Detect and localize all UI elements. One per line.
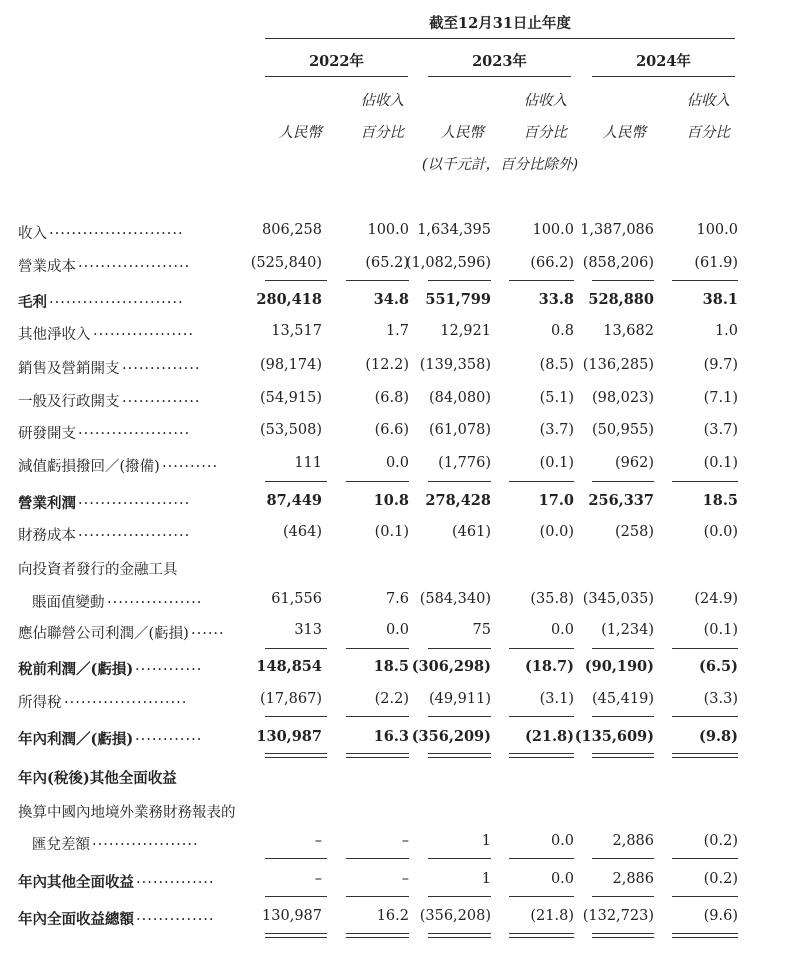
leader-dots: .................... [78,255,191,271]
table-row [0,869,798,893]
subtotal-rule [509,648,574,649]
table-cell: 61,556 [271,591,322,607]
table-cell: 10.8 [373,492,409,509]
row-label: 財務成本 [18,528,76,544]
period-header: 截至12月31日止年度 [429,15,571,32]
table-cell: (61.9) [694,255,738,271]
table-cell: 38.1 [702,291,738,308]
table-cell: (61,078) [428,422,491,438]
table-cell: (139,358) [419,357,491,373]
table-cell: 148,854 [256,658,322,675]
subtotal-rule [428,716,491,717]
subtotal-rule [346,858,409,859]
year-rule-2024 [592,76,735,77]
subtotal-rule [672,481,738,482]
table-cell: 313 [294,622,322,638]
row-label: 匯兌差額 [32,837,90,853]
leader-dots: ................... [92,833,199,849]
subtotal-rule [428,858,491,859]
unit-note: (以千元計，百分比除外) [421,157,579,173]
table-cell: (0.0) [539,524,574,540]
table-row [0,253,798,277]
subtotal-rule [672,937,738,938]
table-cell: 278,428 [425,492,491,509]
table-cell: (35.8) [530,591,574,607]
leader-dots: ............ [135,728,203,744]
table-cell: (50,955) [591,422,654,438]
leader-dots: ...... [191,622,225,638]
subtotal-rule [346,716,409,717]
table-cell: 16.2 [376,908,409,924]
subtotal-rule [265,753,327,754]
table-row [0,321,798,345]
pct-bottom-2022: 百分比 [360,125,404,141]
pct-bottom-2024: 百分比 [686,125,730,141]
table-cell: 17.0 [538,492,574,509]
table-cell: (21.8) [530,908,574,924]
row-label: 銷售及營銷開支 [18,361,120,377]
table-cell: (258) [615,524,654,540]
pct-top-2024: 佔收入 [686,93,730,109]
table-cell: 7.6 [385,591,409,607]
subtotal-rule [428,481,491,482]
table-cell: (1,082,596) [405,255,491,271]
table-cell: 130,987 [262,908,322,924]
subtotal-rule [428,757,491,758]
table-cell: (3.3) [703,691,738,707]
table-cell: (9.7) [703,357,738,373]
row-label: 應佔聯營公司利潤／(虧損) [18,626,189,642]
row-label: 收入 [18,226,47,242]
table-cell: 1.7 [385,323,409,339]
row-label: 研發開支 [18,426,76,442]
subtotal-rule [265,648,327,649]
subtotal-rule [346,896,409,897]
table-cell: 87,449 [266,492,322,509]
table-cell: 0.8 [550,323,574,339]
leader-dots: .................... [78,422,191,438]
table-cell: (0.2) [703,871,738,887]
subtotal-rule [428,280,491,281]
subtotal-rule [592,481,654,482]
pct-top-2023: 佔收入 [523,93,567,109]
table-cell: (858,206) [582,255,654,271]
table-cell: (3.7) [703,422,738,438]
year-2023: 2023年 [472,53,527,70]
table-cell: (2.2) [374,691,409,707]
table-cell: (12.2) [365,357,409,373]
table-cell: (356,209) [411,728,491,745]
table-cell: (9.8) [699,728,738,745]
row-label: 一般及行政開支 [18,394,120,410]
row-label: 年內利潤／(虧損) [18,731,134,748]
table-cell: (136,285) [582,357,654,373]
leader-dots: .............. [136,908,215,924]
subtotal-rule [265,481,327,482]
subtotal-rule [428,753,491,754]
table-row [0,289,798,313]
subtotal-rule [509,933,574,934]
table-cell: 111 [294,455,322,471]
table-cell: 34.8 [373,291,409,308]
row-label: 賬面值變動 [32,595,105,611]
subtotal-rule [592,858,654,859]
table-cell: (6.6) [374,422,409,438]
subtotal-rule [509,757,574,758]
table-cell: 13,517 [271,323,322,339]
table-cell: 2,886 [612,833,654,849]
table-cell: 1 [481,833,491,849]
subtotal-rule [672,933,738,934]
table-cell: (98,023) [591,390,654,406]
subtotal-rule [509,280,574,281]
table-cell: (0.2) [703,833,738,849]
table-cell: 0.0 [550,871,574,887]
table-cell: (0.1) [374,524,409,540]
leader-dots: .............. [122,390,201,406]
subtotal-rule [672,716,738,717]
table-row [0,726,798,750]
table-cell: 16.3 [373,728,409,745]
subtotal-rule [592,280,654,281]
subtotal-rule [509,896,574,897]
table-cell: 2,886 [612,871,654,887]
table-cell: 528,880 [588,291,654,308]
table-cell: (7.1) [703,390,738,406]
table-row [0,522,798,546]
subtotal-rule [672,858,738,859]
table-row [0,355,798,379]
table-cell: 100.0 [532,222,574,238]
leader-dots: ........................ [49,291,184,307]
year-2022: 2022年 [309,53,364,70]
row-label: 營業利潤 [18,495,76,512]
table-cell: (24.9) [694,591,738,607]
table-cell: (0.1) [703,455,738,471]
subtotal-rule [592,757,654,758]
subtotal-rule [265,716,327,717]
subtotal-rule [265,757,327,758]
table-cell: (21.8) [524,728,574,745]
table-cell: 256,337 [588,492,654,509]
table-cell: (65.2) [365,255,409,271]
subtotal-rule [672,896,738,897]
table-cell: (0.1) [539,455,574,471]
table-cell: – [314,833,322,849]
row-label: 毛利 [18,294,47,311]
table-row [0,589,798,613]
row-label: 其他淨收入 [18,327,91,343]
subtotal-rule [346,933,409,934]
table-row [0,799,798,823]
table-cell: 1,634,395 [417,222,491,238]
table-cell: (6.8) [374,390,409,406]
row-label: 年內全面收益總額 [18,911,134,928]
row-label: 換算中國內地境外業務財務報表的 [18,805,236,821]
subtotal-rule [509,858,574,859]
table-cell: (84,080) [428,390,491,406]
table-cell: (54,915) [259,390,322,406]
subtotal-rule [428,933,491,934]
table-cell: (3.7) [539,422,574,438]
table-cell: (345,035) [582,591,654,607]
subtotal-rule [265,280,327,281]
leader-dots: .............. [122,357,201,373]
subtotal-rule [592,933,654,934]
subtotal-rule [346,937,409,938]
leader-dots: .................... [78,492,191,508]
subtotal-rule [265,858,327,859]
table-cell: 18.5 [702,492,738,509]
table-cell: 806,258 [262,222,322,238]
subtotal-rule [592,753,654,754]
period-rule [265,38,735,39]
table-cell: – [401,871,409,887]
row-label: 年內其他全面收益 [18,874,134,891]
leader-dots: .............. [136,871,215,887]
table-cell: (132,723) [582,908,654,924]
table-cell: (18.7) [524,658,574,675]
table-cell: (98,174) [259,357,322,373]
table-cell: (464) [283,524,322,540]
table-row [0,453,798,477]
table-cell: 0.0 [550,622,574,638]
year-2024: 2024年 [636,53,691,70]
table-cell: (3.1) [539,691,574,707]
table-cell: 18.5 [373,658,409,675]
pct-top-2022: 佔收入 [360,93,404,109]
row-label: 減值虧損撥回／(撥備) [18,459,160,475]
table-cell: 1 [481,871,491,887]
pct-bottom-2023: 百分比 [523,125,567,141]
table-cell: (584,340) [419,591,491,607]
table-cell: (461) [452,524,491,540]
row-label: 年內(稅後)其他全面收益 [18,770,177,787]
table-cell: 1.0 [714,323,738,339]
subtotal-rule [672,648,738,649]
row-label: 稅前利潤／(虧損) [18,661,134,678]
subtotal-rule [346,481,409,482]
leader-dots: ...................... [64,691,188,707]
table-cell: (5.1) [539,390,574,406]
year-rule-2023 [428,76,571,77]
table-row [0,906,798,930]
subtotal-rule [672,753,738,754]
subtotal-rule [592,937,654,938]
table-cell: (49,911) [428,691,491,707]
table-cell: (45,419) [591,691,654,707]
year-rule-2022 [265,76,408,77]
table-cell: (17,867) [259,691,322,707]
rmb-2022: 人民幣 [278,125,322,141]
subtotal-rule [509,937,574,938]
table-row [0,220,798,244]
table-cell: 13,682 [603,323,654,339]
table-cell: (66.2) [530,255,574,271]
table-row [0,556,798,580]
table-cell: 0.0 [385,622,409,638]
table-row [0,765,798,789]
table-cell: 100.0 [696,222,738,238]
table-cell: – [401,833,409,849]
leader-dots: ........................ [49,222,184,238]
table-cell: 12,921 [440,323,491,339]
subtotal-rule [592,896,654,897]
table-cell: (962) [615,455,654,471]
table-cell: (356,208) [419,908,491,924]
table-cell: 100.0 [367,222,409,238]
subtotal-rule [265,933,327,934]
table-cell: (0.0) [703,524,738,540]
table-cell: (6.5) [699,658,738,675]
table-cell: (525,840) [250,255,322,271]
table-cell: (9.6) [703,908,738,924]
table-row [0,420,798,444]
subtotal-rule [672,280,738,281]
row-label: 營業成本 [18,259,76,275]
table-row [0,490,798,514]
subtotal-rule [346,280,409,281]
leader-dots: .................. [93,323,194,339]
table-cell: (0.1) [703,622,738,638]
table-cell: (135,609) [574,728,654,745]
table-row [0,656,798,680]
subtotal-rule [265,896,327,897]
subtotal-rule [509,481,574,482]
table-cell: (1,776) [438,455,491,471]
table-cell: 1,387,086 [580,222,654,238]
table-cell: 280,418 [256,291,322,308]
rmb-2023: 人民幣 [440,125,484,141]
subtotal-rule [428,648,491,649]
subtotal-rule [509,753,574,754]
table-cell: 551,799 [425,291,491,308]
table-cell: (1,234) [601,622,654,638]
table-cell: (8.5) [539,357,574,373]
table-row [0,831,798,855]
table-cell: 33.8 [538,291,574,308]
table-cell: 0.0 [550,833,574,849]
table-cell: – [314,871,322,887]
rmb-2024: 人民幣 [602,125,646,141]
table-cell: 130,987 [256,728,322,745]
subtotal-rule [346,648,409,649]
table-row [0,620,798,644]
subtotal-rule [346,757,409,758]
table-row [0,689,798,713]
table-row [0,388,798,412]
row-label: 所得稅 [18,695,62,711]
table-cell: (90,190) [584,658,654,675]
leader-dots: .................... [78,524,191,540]
leader-dots: ................. [107,591,203,607]
subtotal-rule [592,648,654,649]
table-cell: 75 [472,622,491,638]
table-cell: 0.0 [385,455,409,471]
table-cell: (306,298) [411,658,491,675]
subtotal-rule [265,937,327,938]
subtotal-rule [346,753,409,754]
table-cell: (53,508) [259,422,322,438]
subtotal-rule [428,896,491,897]
row-label: 向投資者發行的金融工具 [18,562,178,578]
subtotal-rule [592,716,654,717]
leader-dots: ............ [135,658,203,674]
leader-dots: .......... [162,455,219,471]
subtotal-rule [428,937,491,938]
subtotal-rule [672,757,738,758]
subtotal-rule [509,716,574,717]
